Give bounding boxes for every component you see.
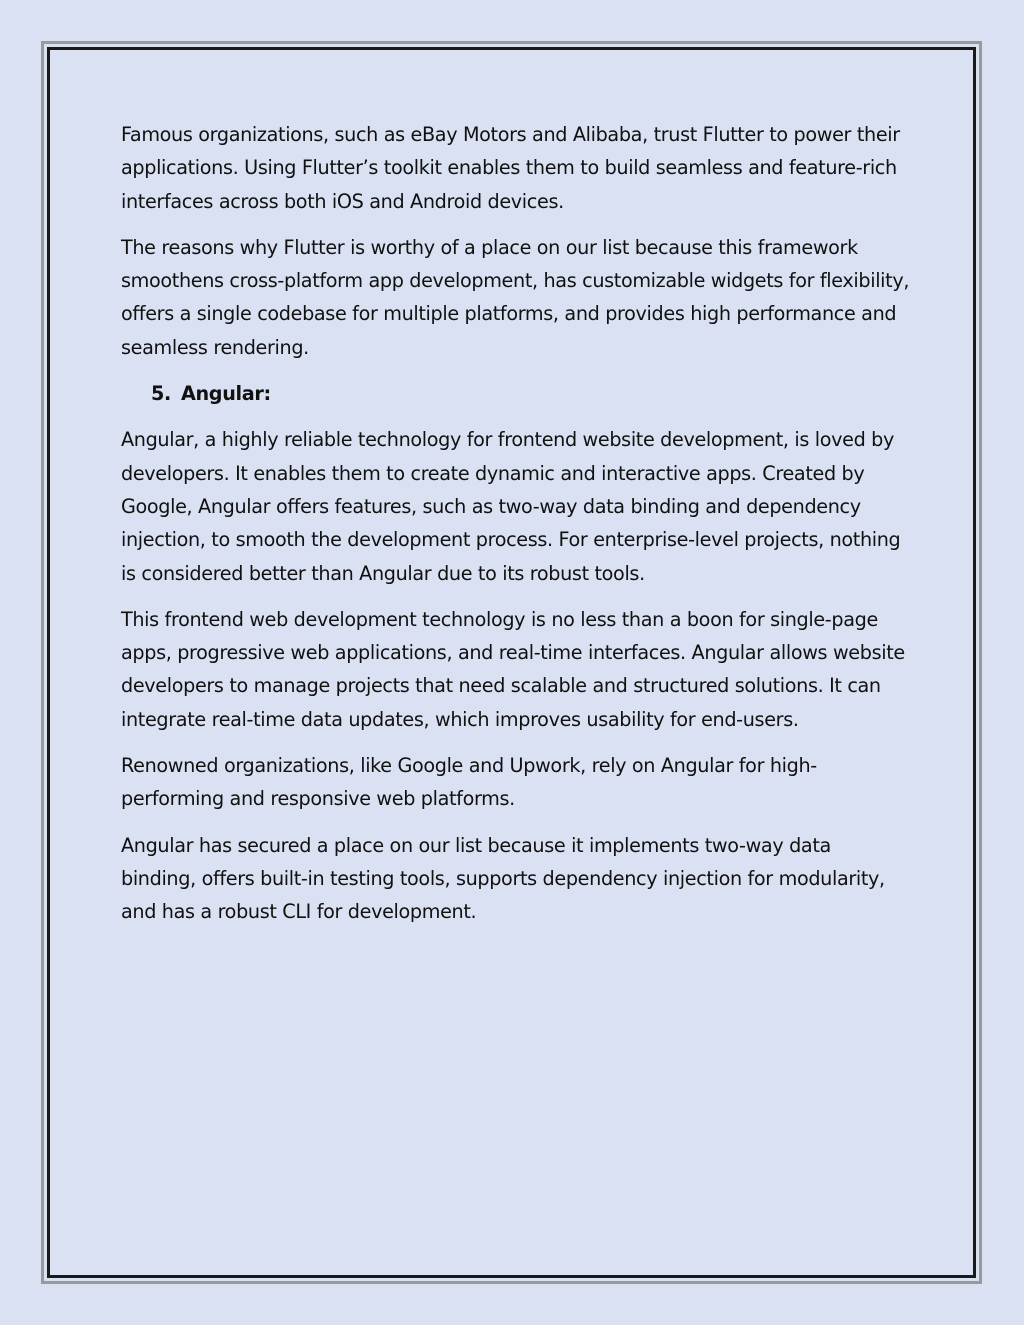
document-body (121, 118, 911, 942)
paragraph-angular-intro: Angular, a highly reliable technology for frontend website development, is loved by developers. It enables them to create dynamic and interactive apps. Created by Google, Angular offers features, such as two-way data binding and dependency injection, to smooth the development process. For enterprise-level projects, nothing is considered better than Angular due to its robust tools. (121, 428, 901, 585)
paragraph-flutter-reasons: The reasons why Flutter is worthy of a place on our list because this framework smoothens cross-platform app development, has customizable widgets for flexibility, offers a single codebase for multiple platforms, and provides high performance and seamless rendering. (121, 235, 910, 359)
paragraph-angular-reasons: Angular has secured a place on our list because it implements two-way data binding, offers built-in testing tools, supports dependency injection for modularity, and has a robust CLI for development. (121, 833, 885, 924)
section-number: 5. (151, 382, 171, 406)
paragraph-angular-organizations: Renowned organizations, like Google and Upwork, rely on Angular for high-performing and responsive web platforms. (121, 754, 817, 811)
paragraph-angular-use-cases: This frontend web development technology is no less than a boon for single-page apps, progressive web applications, and real-time interfaces. Angular allows website developers to manage projects that need scalable and structured solutions. It can integrate real-time data updates, which improves usability for end-users. (121, 607, 905, 731)
section-title: Angular: (181, 382, 271, 406)
paragraph-flutter-organizations: Famous organizations, such as eBay Motors and Alibaba, trust Flutter to power their applications. Using Flutter’s toolkit enables them to build seamless and feature-rich interfaces across both iOS and Android devices. (121, 123, 900, 213)
section-heading-angular (121, 377, 911, 410)
